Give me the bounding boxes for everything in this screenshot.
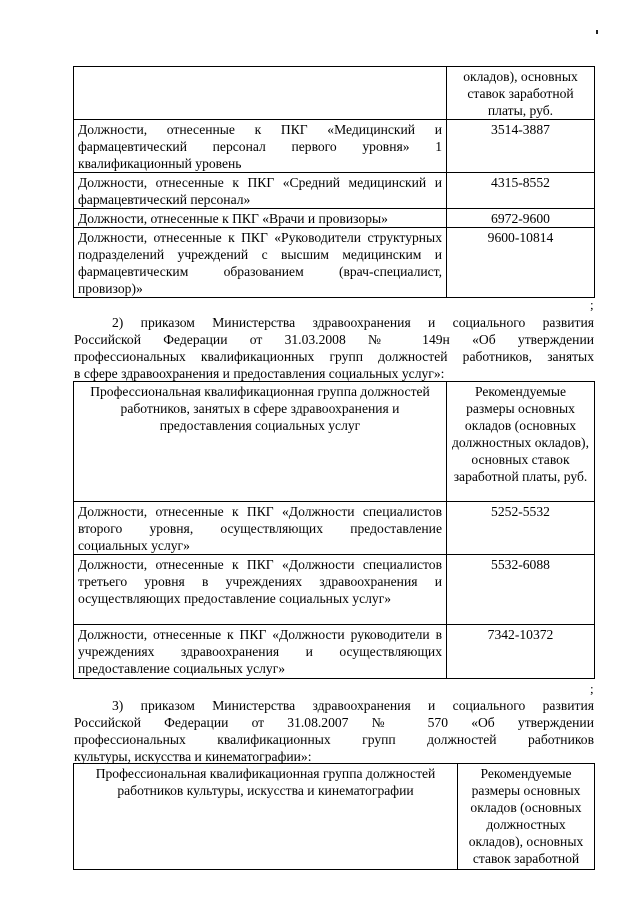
position-cell: Должности, отнесенные к ПКГ «Должности специалистов второго уровня, осуществляющих предоставление социальных услуг»: [74, 502, 447, 555]
paragraph-line: 3) приказом Министерства здравоохранения и социального развития: [112, 698, 594, 713]
paragraph-line: Российской Федерации от 31.08.2007 № 570 «Об утверждении: [74, 715, 594, 730]
table-row: [74, 625, 595, 679]
salary-range-cell: 6972-9600: [447, 209, 595, 228]
semicolon: ;: [590, 681, 594, 696]
position-cell: Должности, отнесенные к ПКГ «Медицинский и фармацевтический персонал первого уровня» 1 квалификационный уровень: [74, 120, 447, 173]
table-row: [74, 209, 595, 228]
table-header-row: [74, 67, 595, 120]
table-medical-pkg: [73, 66, 595, 298]
position-cell: Должности, отнесенные к ПКГ «Должности руководители в учреждениях здравоохранения и осуществляющих предоставление социальных услуг»: [74, 625, 447, 679]
paragraph-line: 2) приказом Министерства здравоохранения и социального развития: [112, 315, 594, 330]
semicolon: ;: [590, 297, 594, 312]
paragraph-order-570: [74, 697, 594, 765]
paragraph-line: в сфере здравоохранения и предоставления социальных услуг»:: [74, 366, 445, 381]
position-cell: Должности, отнесенные к ПКГ «Врачи и провизоры»: [74, 209, 447, 228]
header-right-cell: окладов), основных ставок заработной платы, руб.: [447, 67, 595, 120]
salary-range-cell: 5532-6088: [447, 555, 595, 625]
salary-range-cell: 5252-5532: [447, 502, 595, 555]
table-header-row: [74, 764, 595, 870]
salary-range-cell: 9600-10814: [447, 228, 595, 298]
paragraph-line: профессиональных квалификационных групп должностей работников: [74, 732, 594, 747]
salary-range-cell: 7342-10372: [447, 625, 595, 679]
table-row: [74, 555, 595, 625]
paragraph-line: Российской Федерации от 31.03.2008 № 149н «Об утверждении: [74, 332, 594, 347]
position-cell: Должности, отнесенные к ПКГ «Руководители структурных подразделений учреждений с высшим медицинским и фармацевтическим образованием (врач-специалист, провизор)»: [74, 228, 447, 298]
table-header-row: [74, 382, 595, 502]
paragraph-order-149n: [74, 314, 594, 382]
header-left-cell: Профессиональная квалификационная группа должностей работников культуры, искусства и кинематографии: [74, 764, 458, 870]
position-cell: Должности, отнесенные к ПКГ «Средний медицинский и фармацевтический персонал»: [74, 173, 447, 209]
table-social-services-pkg: [73, 381, 595, 679]
header-right-cell: Рекомендуемые размеры основных окладов (основных должностных окладов), основных ставок заработной платы, руб.: [447, 382, 595, 502]
position-cell: Должности, отнесенные к ПКГ «Должности специалистов третьего уровня в учреждениях здравоохранения и осуществляющих предоставление социальных услуг»: [74, 555, 447, 625]
header-left-cell: Профессиональная квалификационная группа должностей работников, занятых в сфере здравоохранения и предоставления социальных услуг: [74, 382, 447, 502]
salary-range-cell: 4315-8552: [447, 173, 595, 209]
table-row: [74, 173, 595, 209]
salary-range-cell: 3514-3887: [447, 120, 595, 173]
table-row: [74, 502, 595, 555]
paragraph-line: культуры, искусства и кинематографии»:: [74, 749, 312, 764]
table-row: [74, 120, 595, 173]
table-culture-pkg: [73, 763, 595, 870]
header-left-cell: [74, 67, 447, 120]
paragraph-line: профессиональных квалификационных групп должностей работников, занятых: [74, 349, 594, 364]
header-right-cell: Рекомендуемые размеры основных окладов (основных должностных окладов), основных ставок заработной: [458, 764, 595, 870]
scan-speck: [596, 30, 598, 34]
table-row: [74, 228, 595, 298]
